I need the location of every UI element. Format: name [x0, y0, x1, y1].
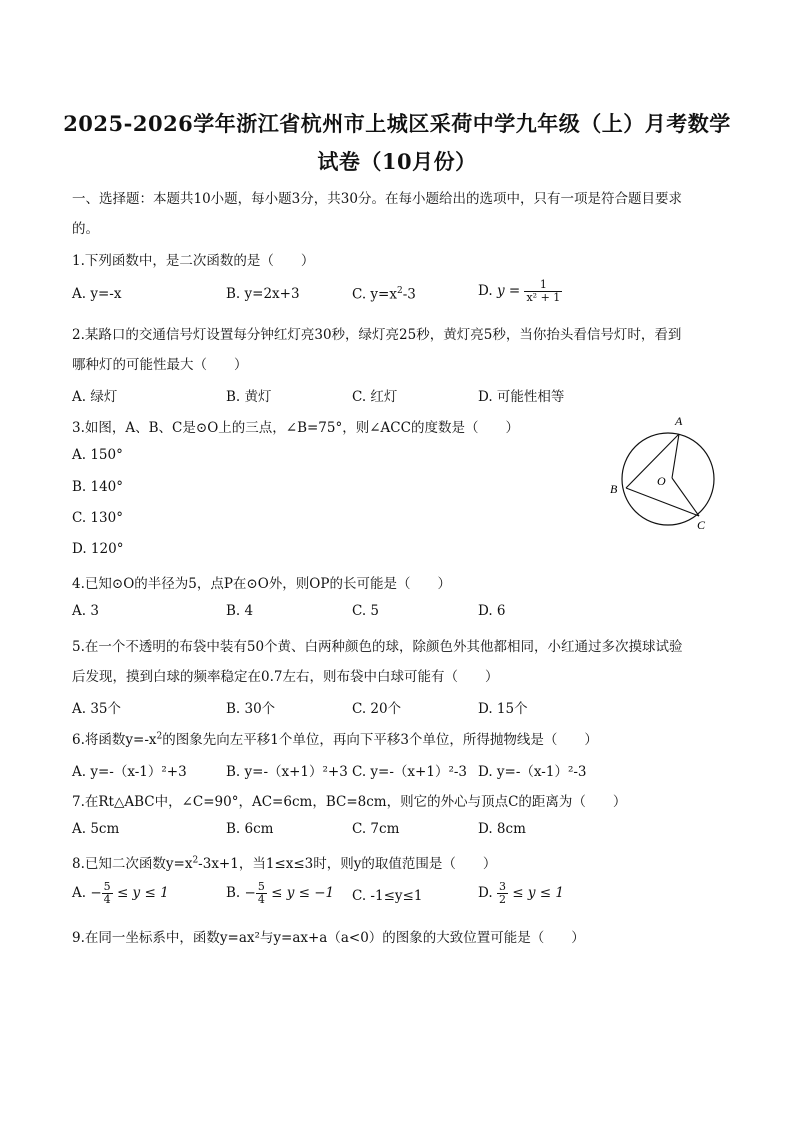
section-instruction-cont: 的。 — [72, 221, 99, 237]
q3-option-a: A. 150° — [72, 447, 123, 463]
q7-option-d: D. 8cm — [478, 821, 526, 837]
q8-option-a: A. − $\frac{5}{4}$ ≤ y ≤ 1 — [72, 880, 169, 906]
section-instruction: 一、选择题：本题共10小题，每小题3分，共30分。在每小题给出的选项中，只有一项是符合题目要求 — [72, 191, 682, 207]
q1-d-fraction: $\frac{1}{\text{x² + 1}}$ — [526, 278, 561, 304]
q8-option-d: D. $\frac{3}{2}$ ≤ y ≤ 1 — [478, 880, 564, 906]
exam-title-line2: 试卷（10月份） — [317, 149, 477, 174]
q2-option-c: C. 红灯 — [352, 389, 398, 405]
q6-stem: 6.将函数$y=-x^2$的图象先向左平移1个单位，再向下平移3个单位，所得抛物线是（ ） — [72, 731, 598, 748]
q5-option-a: A. 35个 — [72, 701, 122, 717]
q3-option-d: D. 120° — [72, 541, 124, 557]
q5-option-d: D. 15个 — [478, 701, 528, 717]
q4-option-c: C. 5 — [352, 603, 380, 619]
chord-bc — [626, 488, 699, 516]
q7-option-c: C. 7cm — [352, 821, 400, 837]
q3-option-b: B. 140° — [72, 479, 124, 495]
q3-option-c: C. 130° — [72, 510, 123, 526]
chord-ab — [626, 434, 679, 488]
q1-stem: 1.下列函数中，是二次函数的是（ ） — [72, 253, 315, 269]
q8-b-fraction: $\frac{5}{4}$ — [257, 880, 265, 906]
q2-stem-cont: 哪种灯的可能性最大（ ） — [72, 357, 248, 373]
q1-option-b: B. y=2x+3 — [226, 286, 300, 302]
q8-option-b: B. − $\frac{5}{4}$ ≤ y ≤ −1 — [226, 880, 335, 906]
label-b: B — [610, 482, 618, 496]
q7-option-b: B. 6cm — [226, 821, 274, 837]
q5-option-c: C. 20个 — [352, 701, 402, 717]
q8-a-fraction: $\frac{5}{4}$ — [103, 880, 111, 906]
q2-option-d: D. 可能性相等 — [478, 389, 565, 405]
label-o: O — [657, 474, 666, 488]
q5-stem: 5.在一个不透明的布袋中装有50个黄、白两种颜色的球，除颜色外其他都相同，小红通过多次摸球试验 — [72, 639, 683, 655]
q6-option-b: B. y=-（x+1）²+3 — [226, 764, 348, 780]
q6-option-a: A. y=-（x-1）²+3 — [72, 764, 187, 780]
q2-stem: 2.某路口的交通信号灯设置每分钟红灯亮30秒，绿灯亮25秒，黄灯亮5秒，当你抬头看信号灯时，看到 — [72, 327, 682, 343]
q4-option-a: A. 3 — [72, 603, 99, 619]
q5-stem-cont: 后发现，摸到白球的频率稳定在0.7左右，则布袋中白球可能有（ ） — [72, 669, 499, 685]
q4-stem: 4.已知⊙O的半径为5，点P在⊙O外，则OP的长可能是（ ） — [72, 576, 451, 592]
q1-option-a: A. y=-x — [72, 286, 122, 302]
q1-option-d: D. y = $\frac{1}{\text{x² + 1}}$ — [478, 278, 561, 304]
q5-option-b: B. 30个 — [226, 701, 276, 717]
q1-option-c: C. $y=x^2-3$ — [352, 286, 416, 303]
circle-o — [622, 433, 714, 525]
q8-stem: 8.已知二次函数$y=x^2-3x+1$，当1≤x≤3时，则y的取值范围是（ ） — [72, 855, 497, 872]
label-c: C — [697, 518, 706, 532]
q9-stem: 9.在同一坐标系中，函数y=ax²与y=ax+a（a<0）的图象的大致位置可能是（ ） — [72, 930, 585, 946]
q3-stem: 3.如图，A、B、C是⊙O上的三点，∠B=75°，则∠ACC的度数是（ ） — [72, 420, 519, 436]
q4-option-d: D. 6 — [478, 603, 506, 619]
q8-option-c: C. -1≤y≤1 — [352, 888, 423, 904]
q7-stem: 7.在Rt△ABC中，∠C=90°，AC=6cm，BC=8cm，则它的外心与顶点C的距离为（ ） — [72, 794, 627, 810]
q8-d-fraction: $\frac{3}{2}$ — [498, 880, 506, 906]
q4-option-b: B. 4 — [226, 603, 254, 619]
q2-option-b: B. 黄灯 — [226, 389, 272, 405]
q7-option-a: A. 5cm — [72, 821, 120, 837]
exam-title-line1: 2025-2026学年浙江省杭州市上城区采荷中学九年级（上）月考数学 — [63, 111, 731, 136]
q6-option-c: C. y=-（x+1）²-3 — [352, 764, 468, 780]
q6-option-d: D. y=-（x-1）²-3 — [478, 764, 587, 780]
q3-circle-figure — [604, 412, 724, 536]
label-a: A — [675, 414, 683, 428]
q2-option-a: A. 绿灯 — [72, 389, 118, 405]
